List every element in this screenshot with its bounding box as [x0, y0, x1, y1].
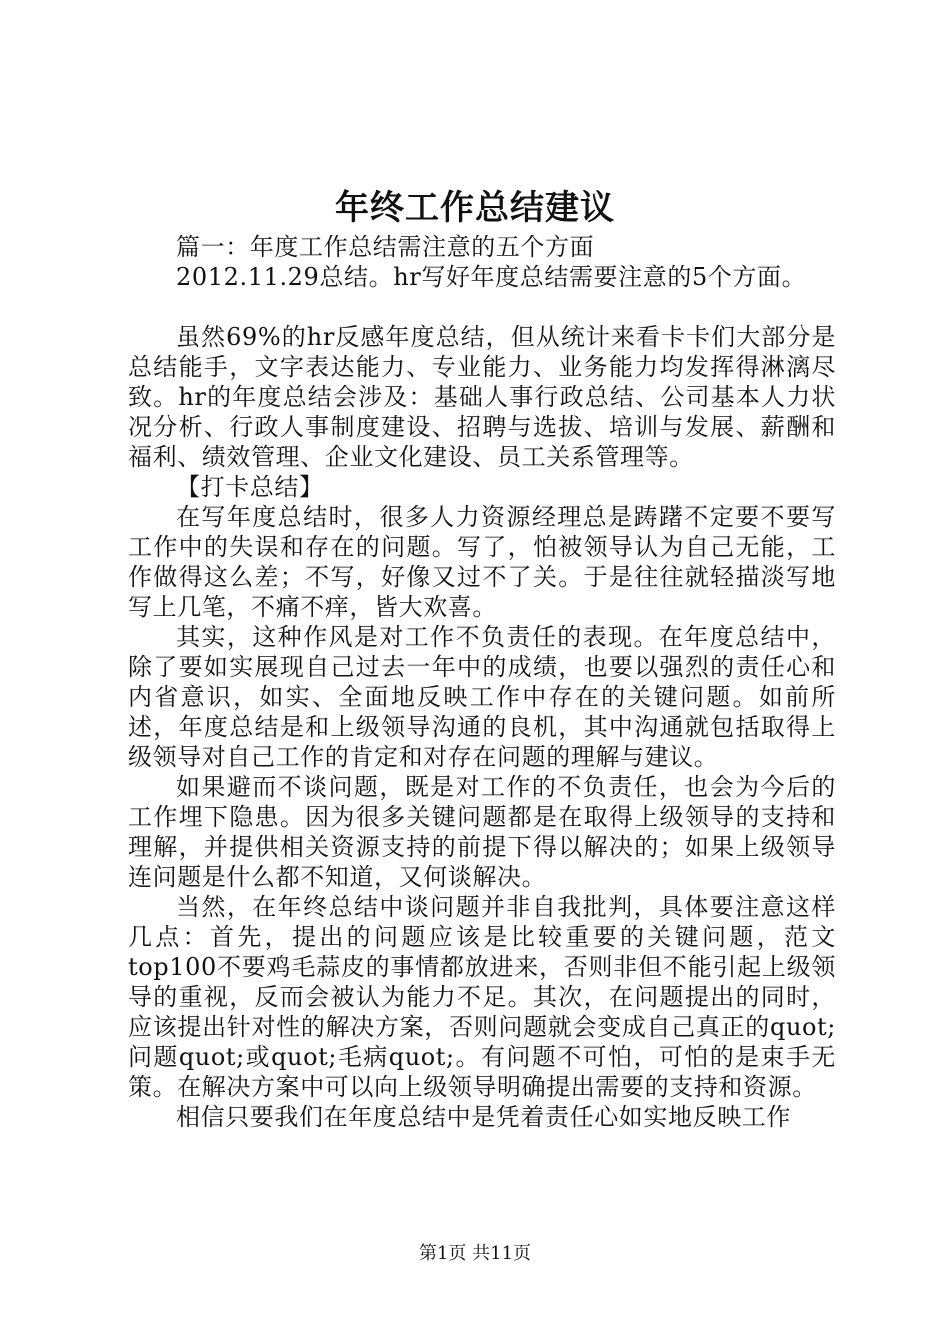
paragraph: 相信只要我们在年度总结中是凭着责任心如实地反映工作 — [176, 1103, 791, 1131]
paragraph-section-heading: 【打卡总结】 — [176, 473, 324, 501]
document-body — [128, 232, 836, 1132]
paragraph: 当然，在年终总结中谈问题并非自我批判，具体要注意这样几点：首先，提出的问题应该是比较重要的关键问题，范文top100不要鸡毛蒜皮的事情都放进来，否则非但不能引起上级领导的重视，反而会被认为能力不足。其次，在问题提出的同时，应该提出针对性的解决方案，否则问题就会变成自己真正的quot;问题quot;或quot;毛病quot;。有问题不可怕，可怕的是束手无策。在解决方案中可以向上级领导明确提出需要的支持和资源。 — [128, 893, 836, 1101]
page-number-footer: 第1页 共11页 — [418, 1243, 532, 1264]
paragraph-subtitle: 篇一：年度工作总结需注意的五个方面 — [176, 233, 595, 261]
paragraph: 如果避而不谈问题，既是对工作的不负责任，也会为今后的工作埋下隐患。因为很多关键问题都是在取得上级领导的支持和理解，并提供相关资源支持的前提下得以解决的；如果上级领导连问题是什么都不知道，又何谈解决。 — [128, 773, 836, 891]
paragraph-date-line: 2012.11.29总结。hr写好年度总结需要注意的5个方面。 — [176, 263, 807, 291]
paragraph: 虽然69%的hr反感年度总结，但从统计来看卡卡们大部分是总结能手，文字表达能力、专业能力、业务能力均发挥得淋漓尽致。hr的年度总结会涉及：基础人事行政总结、公司基本人力状况分析、行政人事制度建设、招聘与选拔、培训与发展、薪酬和福利、绩效管理、企业文化建设、员工关系管理等。 — [128, 323, 836, 471]
document-title: 年终工作总结建议 — [335, 188, 615, 228]
paragraph: 在写年度总结时，很多人力资源经理总是踌躇不定要不要写工作中的失误和存在的问题。写了，怕被领导认为自己无能，工作做得这么差；不写，好像又过不了关。于是往往就轻描淡写地写上几笔，不痛不痒，皆大欢喜。 — [128, 503, 836, 621]
paragraph: 其实，这种作风是对工作不负责任的表现。在年度总结中，除了要如实展现自己过去一年中的成绩，也要以强烈的责任心和内省意识，如实、全面地反映工作中存在的关键问题。如前所述，年度总结是和上级领导沟通的良机，其中沟通就包括取得上级领导对自己工作的肯定和对存在问题的理解与建议。 — [128, 623, 836, 771]
